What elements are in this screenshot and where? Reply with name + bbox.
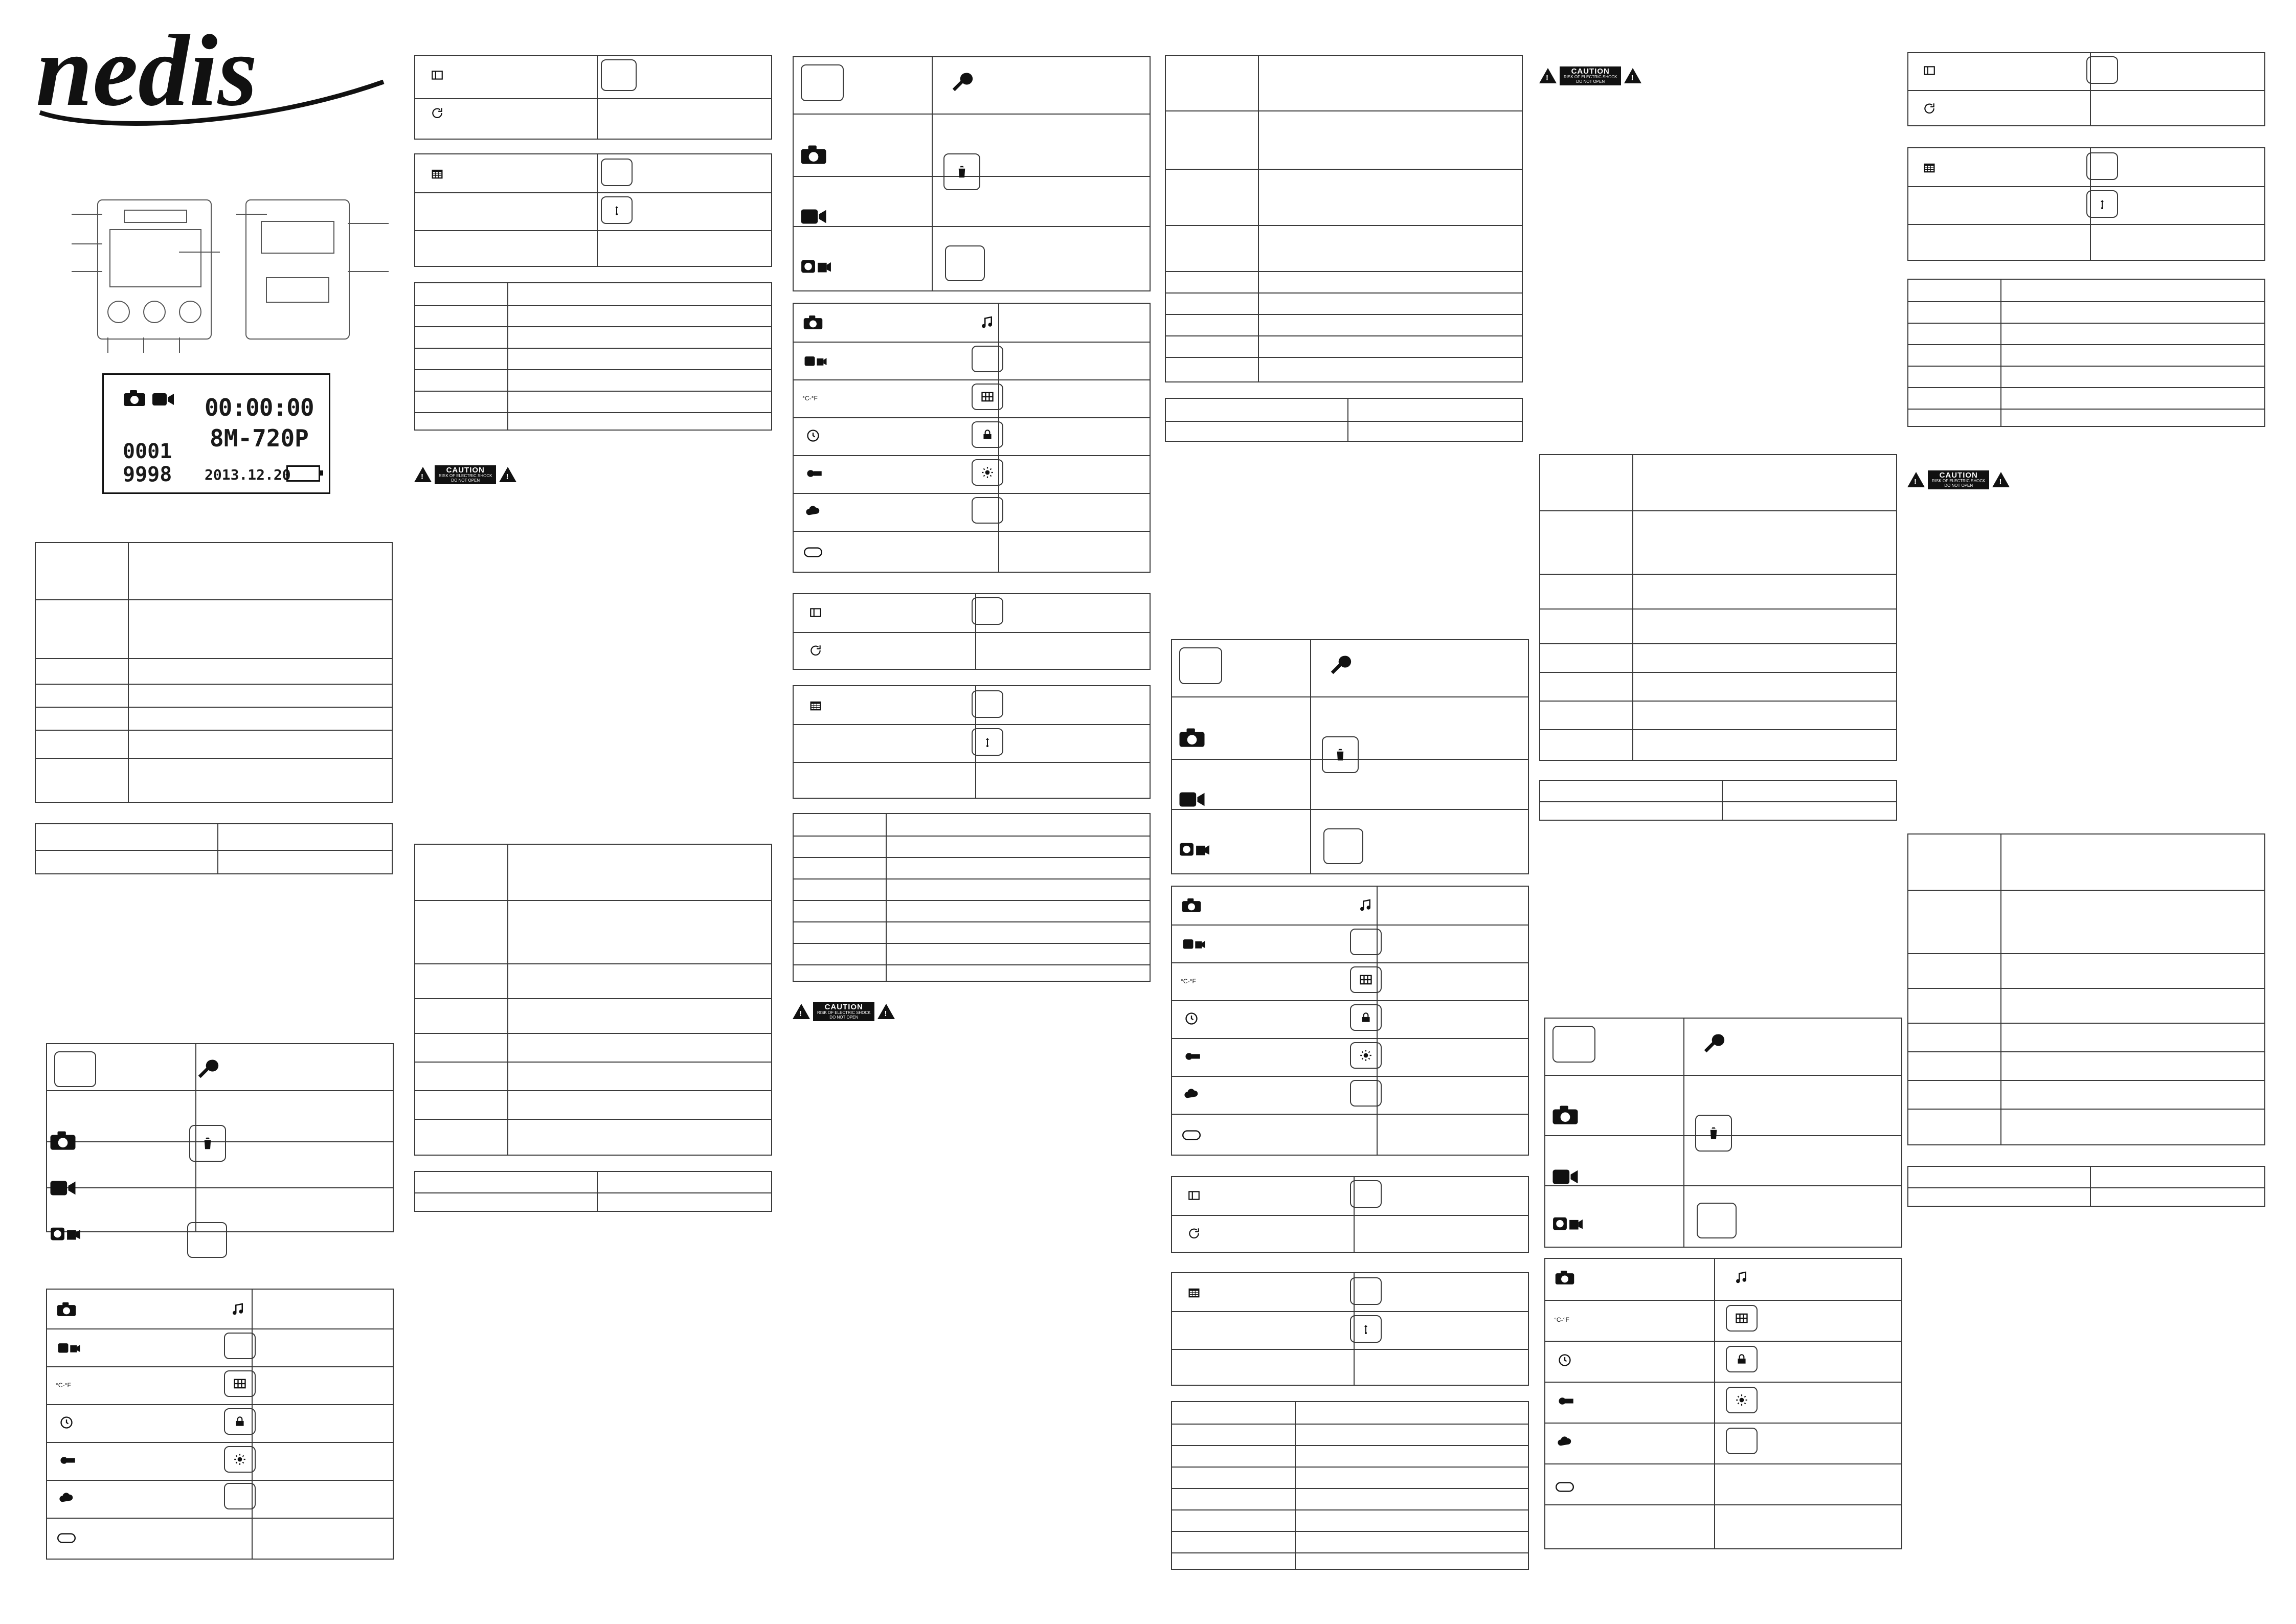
warning-triangle-icon (877, 1004, 895, 1019)
warning-triangle-icon (499, 467, 516, 482)
device-rear-panel-lower (266, 277, 329, 303)
clock-icon (798, 425, 828, 446)
gear-icon (1350, 1042, 1382, 1069)
trash-icon (1695, 1115, 1732, 1152)
lock-icon (224, 1408, 256, 1435)
gear-icon (1726, 1387, 1758, 1413)
device-rear-view (245, 199, 350, 340)
grid-icon (803, 601, 828, 624)
photo-video-icon (1543, 1207, 1592, 1237)
photo-video-icon (1170, 832, 1219, 863)
video-camera-icon (792, 199, 836, 230)
icon-table-grid-refresh (414, 55, 772, 140)
refresh-icon (424, 100, 450, 126)
display-icon (801, 64, 844, 101)
device-illustration (77, 194, 394, 343)
warning-triangle-icon (1992, 472, 2010, 487)
gear-icon (224, 1446, 256, 1473)
lock-icon (972, 421, 1003, 448)
settings-icon-table (46, 1289, 394, 1560)
photo-video-icon (798, 350, 834, 370)
clock-icon (51, 1412, 82, 1433)
small-spec-table (414, 1171, 772, 1212)
grid-icon (972, 384, 1003, 410)
device-button-1 (107, 301, 130, 323)
photo-video-icon (1176, 933, 1212, 953)
caution-badge: ! CAUTION RISK OF ELECTRIC SHOCK DO NOT OPEN ! (1907, 470, 2010, 489)
grid-icon (1917, 59, 1942, 82)
temperature-icon (798, 388, 834, 408)
icon-table-calendar-usb (414, 153, 772, 267)
blank-icon-cell (972, 690, 1003, 718)
plug-icon (1549, 1391, 1582, 1411)
warning-triangle-icon (1624, 68, 1641, 83)
grid-icon (224, 1370, 256, 1397)
clock-icon (1176, 1008, 1207, 1029)
display-icon (1549, 1478, 1580, 1496)
trash-icon (189, 1125, 226, 1162)
wrench-icon (1695, 1028, 1731, 1059)
specification-table (414, 282, 772, 431)
blank-icon-cell (972, 346, 1003, 372)
plug-icon (798, 463, 830, 484)
usb-icon (1350, 1315, 1382, 1343)
refresh-icon (803, 639, 828, 662)
small-spec-table (1907, 1166, 2265, 1207)
description-table (1907, 833, 2265, 1145)
description-table (1539, 454, 1897, 761)
blank-icon-cell (972, 497, 1003, 524)
photo-camera-icon (1170, 722, 1214, 753)
brand-logo (31, 20, 389, 138)
clock-icon (1549, 1350, 1580, 1370)
caution-badge: ! CAUTION RISK OF ELECTRIC SHOCK DO NOT OPEN ! (1539, 66, 1641, 85)
temperature-icon (1176, 971, 1212, 991)
gear-icon (972, 459, 1003, 486)
blank-icon-cell (1350, 1277, 1382, 1305)
description-table (414, 844, 772, 1156)
blank-icon-cell (1323, 828, 1363, 864)
grid-icon (1726, 1305, 1758, 1332)
device-button-2 (143, 301, 166, 323)
display-icon (1179, 647, 1222, 684)
cloud-icon (798, 501, 830, 522)
small-spec-table (1165, 398, 1523, 442)
trash-icon (943, 153, 980, 190)
warning-triangle-icon (793, 1004, 810, 1019)
blank-icon-cell (224, 1483, 256, 1509)
settings-icon-table (1544, 1258, 1902, 1549)
blank-icon-cell (224, 1333, 256, 1359)
temperature-icon (1549, 1309, 1585, 1329)
photo-camera-icon (1176, 895, 1207, 915)
blank-icon-cell (601, 59, 637, 91)
specification-table (1171, 1401, 1529, 1570)
temperature-icon (51, 1374, 87, 1395)
lock-icon (1726, 1346, 1758, 1372)
calendar-icon (424, 163, 450, 185)
usb-icon (2086, 190, 2118, 218)
blank-icon-cell (2086, 152, 2118, 180)
video-camera-icon (1170, 782, 1214, 813)
cloud-icon (51, 1488, 84, 1508)
display-icon (798, 543, 828, 561)
wrench-icon (189, 1053, 225, 1085)
device-screen (109, 229, 201, 287)
lcd-counter-bottom: 9998 (123, 463, 172, 486)
device-front-view (97, 199, 212, 340)
blank-icon-cell (1697, 1203, 1737, 1238)
refresh-icon (1917, 97, 1942, 120)
wrench-icon (1322, 649, 1358, 681)
photo-camera-icon (41, 1125, 85, 1156)
wrench-icon (943, 66, 979, 98)
grid-icon (424, 62, 450, 88)
refresh-icon (1181, 1222, 1207, 1245)
calendar-icon (1917, 156, 1942, 179)
warning-triangle-icon (414, 467, 432, 482)
caution-badge: ! CAUTION RISK OF ELECTRIC SHOCK DO NOT OPEN ! (793, 1002, 895, 1021)
calendar-icon (803, 694, 828, 717)
photo-camera-icon (1549, 1267, 1580, 1288)
video-camera-icon (1543, 1160, 1587, 1190)
blank-icon-cell (601, 159, 633, 186)
warning-triangle-icon (1907, 472, 1925, 487)
trash-icon (1322, 736, 1359, 773)
lcd-timer: 00:00:00 (205, 394, 314, 421)
description-table (1165, 55, 1523, 382)
lcd-mode-icons (123, 389, 175, 407)
plug-icon (1176, 1046, 1209, 1067)
video-camera-icon (41, 1171, 85, 1202)
blank-icon-cell (187, 1222, 227, 1258)
music-note-icon (1353, 895, 1378, 915)
svg-text:°C-°F: °C-°F (802, 395, 818, 402)
display-icon (1176, 1126, 1207, 1144)
photo-video-icon (51, 1337, 87, 1357)
specification-table (793, 813, 1151, 982)
display-icon (1552, 1026, 1595, 1063)
grid-icon (1181, 1184, 1207, 1207)
small-spec-table (1539, 780, 1897, 821)
music-note-icon (974, 312, 1000, 332)
cloud-icon (1176, 1084, 1209, 1104)
calendar-icon (1181, 1281, 1207, 1304)
specification-table (35, 542, 393, 803)
blank-icon-cell (1726, 1428, 1758, 1454)
caution-badge: ! CAUTION RISK OF ELECTRIC SHOCK DO NOT OPEN ! (414, 465, 516, 484)
photo-camera-icon (792, 139, 836, 170)
display-icon (54, 1051, 96, 1087)
blank-icon-cell (1350, 1180, 1382, 1208)
lcd-counter-top: 0001 (123, 440, 172, 463)
blank-icon-cell (1350, 1080, 1382, 1107)
lcd-resolution: 8M-720P (210, 424, 309, 452)
blank-icon-cell (1350, 929, 1382, 955)
photo-camera-icon (798, 312, 828, 332)
photo-video-icon (792, 250, 841, 280)
lock-icon (1350, 1004, 1382, 1031)
music-note-icon (1728, 1267, 1754, 1288)
svg-text:nedis: nedis (36, 20, 258, 127)
lcd-date: 2013.12.20 (205, 466, 291, 483)
photo-camera-icon (1543, 1099, 1587, 1130)
video-camera-icon (151, 389, 175, 407)
blank-icon-cell (2086, 56, 2118, 84)
usb-icon (972, 728, 1003, 756)
blank-icon-cell (945, 245, 985, 281)
battery-icon (286, 465, 320, 482)
blank-icon-cell (972, 597, 1003, 625)
photo-camera-icon (51, 1299, 82, 1319)
display-icon (51, 1529, 82, 1547)
grid-icon (1350, 966, 1382, 993)
small-spec-table (35, 823, 393, 874)
svg-text:°C-°F: °C-°F (1181, 978, 1196, 985)
music-note-icon (225, 1299, 251, 1319)
device-button-3 (179, 301, 201, 323)
warning-triangle-icon (1539, 68, 1557, 83)
device-display-strip (124, 210, 187, 223)
plug-icon (51, 1450, 84, 1471)
photo-camera-icon (123, 389, 146, 407)
photo-video-icon (41, 1217, 90, 1248)
device-rear-panel-upper (261, 221, 334, 254)
specification-table (1907, 279, 2265, 427)
cloud-icon (1549, 1432, 1582, 1452)
usb-icon (601, 196, 633, 224)
svg-text:°C-°F: °C-°F (1554, 1316, 1569, 1324)
svg-text:°C-°F: °C-°F (56, 1382, 71, 1389)
